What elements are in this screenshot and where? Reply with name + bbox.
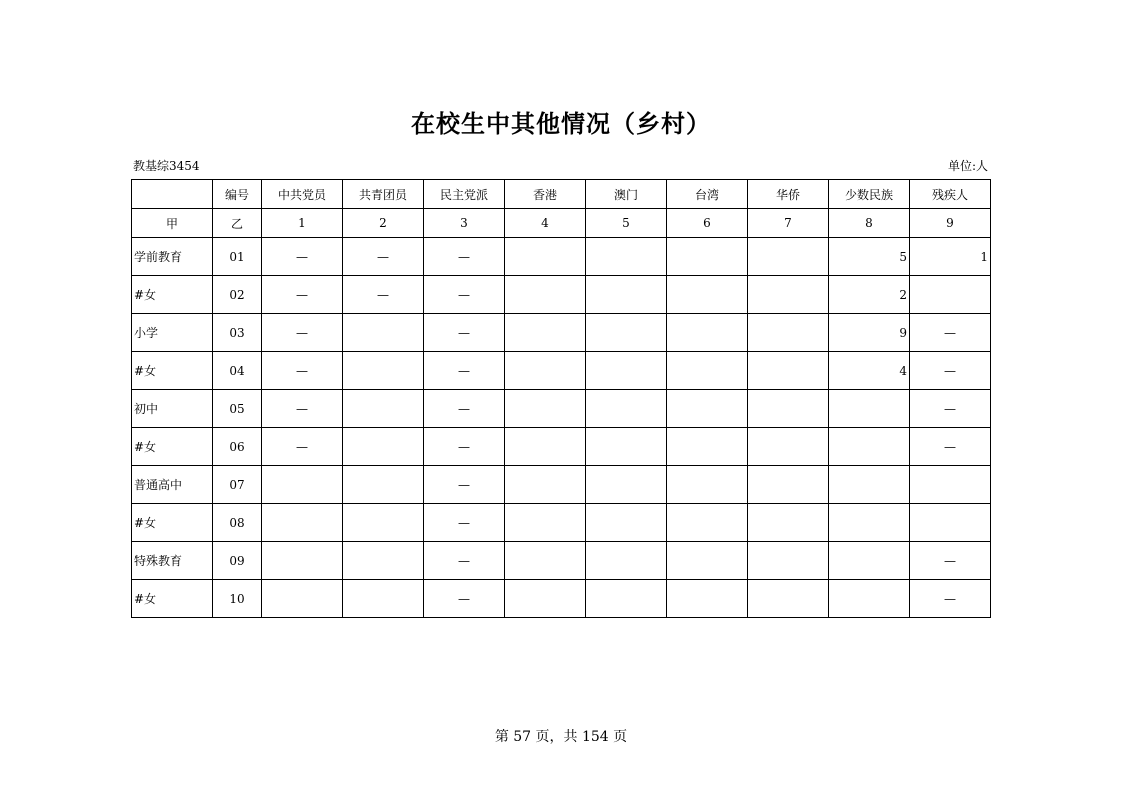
table-cell: [667, 466, 748, 504]
table-cell: —: [343, 238, 424, 276]
table-cell: [505, 352, 586, 390]
column-header: 澳门: [586, 180, 667, 209]
table-cell: [505, 428, 586, 466]
table-cell: 5: [829, 238, 910, 276]
row-label: 学前教育: [132, 238, 213, 276]
table-cell: —: [424, 504, 505, 542]
table-cell: —: [424, 238, 505, 276]
table-cell: [586, 542, 667, 580]
header-row: [132, 180, 991, 209]
table-cell: [505, 390, 586, 428]
index-cell: 乙: [213, 209, 262, 238]
table-cell: [505, 542, 586, 580]
column-header: 残疾人: [910, 180, 991, 209]
table-row: [132, 580, 991, 618]
row-code: 06: [213, 428, 262, 466]
row-label: 小学: [132, 314, 213, 352]
table-cell: [829, 504, 910, 542]
table-cell: 1: [910, 238, 991, 276]
table-cell: —: [424, 390, 505, 428]
table-cell: [505, 276, 586, 314]
column-header: 台湾: [667, 180, 748, 209]
row-code: 02: [213, 276, 262, 314]
row-label: #女: [132, 352, 213, 390]
table-cell: [343, 428, 424, 466]
table-cell: [262, 542, 343, 580]
index-cell: 7: [748, 209, 829, 238]
table-cell: —: [262, 276, 343, 314]
index-cell: 9: [910, 209, 991, 238]
table-cell: [910, 276, 991, 314]
table-cell: [343, 542, 424, 580]
table-cell: [505, 238, 586, 276]
table-cell: 9: [829, 314, 910, 352]
table-cell: [748, 352, 829, 390]
table-cell: [586, 466, 667, 504]
row-label: 特殊教育: [132, 542, 213, 580]
row-code: 04: [213, 352, 262, 390]
table-cell: [748, 428, 829, 466]
table-cell: —: [910, 352, 991, 390]
table-cell: [667, 542, 748, 580]
form-code: 教基综3454: [133, 159, 200, 173]
table-cell: —: [424, 352, 505, 390]
table-cell: —: [424, 580, 505, 618]
index-cell: 2: [343, 209, 424, 238]
table-cell: 4: [829, 352, 910, 390]
page-footer: 第 57 页，共 154 页: [494, 729, 628, 745]
table-cell: —: [424, 428, 505, 466]
table-cell: [667, 580, 748, 618]
table-row: [132, 352, 991, 390]
table-cell: [667, 238, 748, 276]
index-cell: 6: [667, 209, 748, 238]
table-cell: [748, 542, 829, 580]
row-code: 08: [213, 504, 262, 542]
column-header: 香港: [505, 180, 586, 209]
table-cell: [586, 238, 667, 276]
table-cell: [586, 314, 667, 352]
table-cell: [748, 466, 829, 504]
table-cell: [667, 314, 748, 352]
table-cell: —: [262, 428, 343, 466]
column-header: 编号: [213, 180, 262, 209]
table-cell: [586, 428, 667, 466]
table-cell: —: [343, 276, 424, 314]
table-row: [132, 466, 991, 504]
row-code: 09: [213, 542, 262, 580]
index-cell: 3: [424, 209, 505, 238]
column-header: 华侨: [748, 180, 829, 209]
table-cell: —: [262, 314, 343, 352]
table-cell: [910, 504, 991, 542]
table-cell: [748, 580, 829, 618]
row-label: 普通高中: [132, 466, 213, 504]
table-cell: —: [910, 314, 991, 352]
table-cell: [505, 580, 586, 618]
table-cell: [748, 314, 829, 352]
table-cell: [505, 466, 586, 504]
table-cell: [748, 276, 829, 314]
table-cell: —: [424, 314, 505, 352]
row-label: #女: [132, 580, 213, 618]
table-cell: [748, 504, 829, 542]
table-cell: —: [424, 542, 505, 580]
table-cell: [343, 504, 424, 542]
table-cell: [343, 580, 424, 618]
table-cell: —: [910, 428, 991, 466]
table-cell: —: [910, 580, 991, 618]
table-cell: [748, 390, 829, 428]
table-row: [132, 542, 991, 580]
table-cell: [586, 580, 667, 618]
row-code: 07: [213, 466, 262, 504]
index-cell: 1: [262, 209, 343, 238]
table-cell: [586, 504, 667, 542]
column-header: 民主党派: [424, 180, 505, 209]
table-cell: —: [424, 466, 505, 504]
table-cell: —: [910, 542, 991, 580]
table-cell: [505, 504, 586, 542]
index-cell: 5: [586, 209, 667, 238]
table-cell: [667, 428, 748, 466]
table-cell: [586, 276, 667, 314]
unit-label: 单位:人: [947, 159, 988, 173]
index-cell: 甲: [132, 209, 213, 238]
index-cell: 8: [829, 209, 910, 238]
row-label: #女: [132, 504, 213, 542]
table-cell: [829, 542, 910, 580]
row-code: 01: [213, 238, 262, 276]
table-cell: [829, 428, 910, 466]
index-cell: 4: [505, 209, 586, 238]
table-cell: [829, 580, 910, 618]
table-cell: [748, 238, 829, 276]
table-cell: [262, 466, 343, 504]
table-cell: [505, 314, 586, 352]
column-header: 中共党员: [262, 180, 343, 209]
table-row: [132, 390, 991, 428]
table-cell: [910, 466, 991, 504]
table-row: [132, 276, 991, 314]
table-cell: 2: [829, 276, 910, 314]
table-cell: [343, 390, 424, 428]
table-row: [132, 504, 991, 542]
table-cell: [829, 390, 910, 428]
row-code: 05: [213, 390, 262, 428]
column-header: 共青团员: [343, 180, 424, 209]
column-header: 少数民族: [829, 180, 910, 209]
table-cell: [667, 276, 748, 314]
table-cell: —: [262, 352, 343, 390]
table-cell: [343, 352, 424, 390]
table-cell: [343, 314, 424, 352]
index-row: [132, 209, 991, 238]
table-cell: [667, 390, 748, 428]
table-cell: —: [424, 276, 505, 314]
table-cell: —: [262, 390, 343, 428]
column-header: [132, 180, 213, 209]
table-cell: —: [262, 238, 343, 276]
table-row: [132, 238, 991, 276]
row-label: 初中: [132, 390, 213, 428]
table-row: [132, 314, 991, 352]
row-code: 03: [213, 314, 262, 352]
page-title: 在校生中其他情况（乡村）: [411, 110, 711, 138]
table-cell: [262, 504, 343, 542]
table-cell: [667, 504, 748, 542]
row-label: #女: [132, 428, 213, 466]
table-row: [132, 428, 991, 466]
table-cell: —: [910, 390, 991, 428]
table-cell: [829, 466, 910, 504]
table-cell: [343, 466, 424, 504]
row-label: #女: [132, 276, 213, 314]
table-cell: [262, 580, 343, 618]
table-cell: [586, 390, 667, 428]
row-code: 10: [213, 580, 262, 618]
table-cell: [667, 352, 748, 390]
statistics-table: [131, 179, 991, 618]
table-cell: [586, 352, 667, 390]
